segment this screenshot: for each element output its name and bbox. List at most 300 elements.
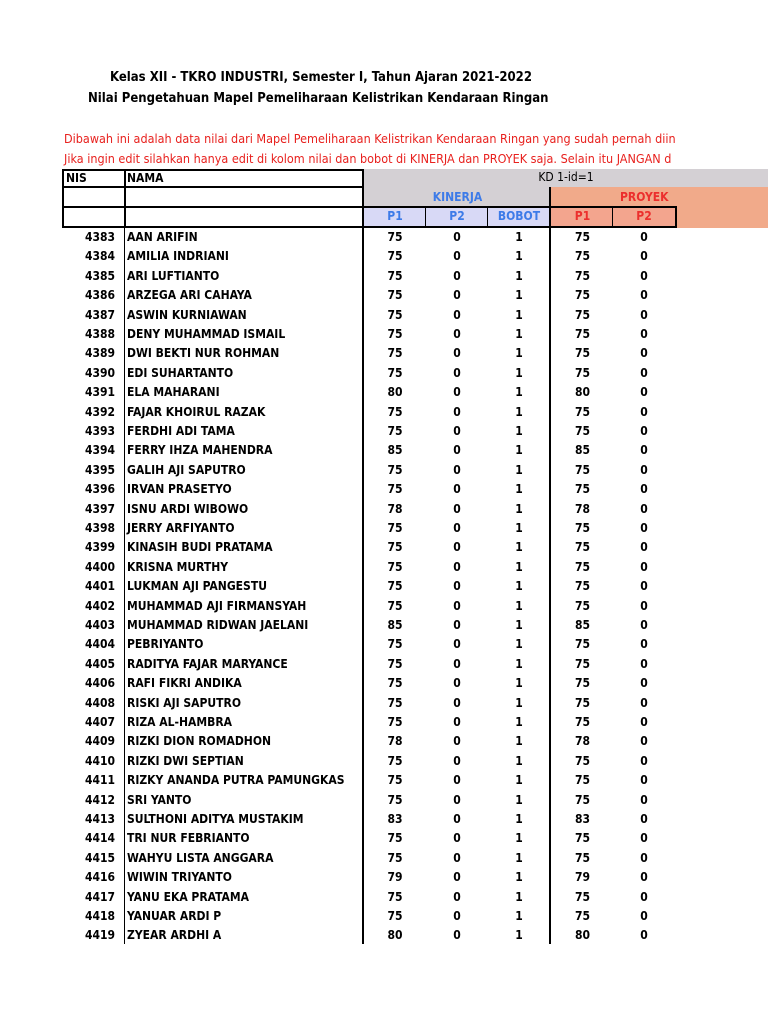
cell-kinerja-p1[interactable]: 75 <box>387 792 403 807</box>
cell-kinerja-p2[interactable]: 0 <box>453 424 461 438</box>
cell-kinerja-p1[interactable]: 75 <box>387 424 403 438</box>
cell-kinerja-bobot[interactable]: 1 <box>515 579 523 594</box>
cell-nis[interactable]: 4390 <box>84 365 115 380</box>
cell-proyek-p2[interactable]: 0 <box>640 715 648 729</box>
cell-kinerja-p2[interactable]: 0 <box>453 598 461 613</box>
cell-proyek-p2[interactable]: 0 <box>640 792 648 807</box>
table-row[interactable] <box>0 228 768 247</box>
cell-nis[interactable]: 4403 <box>84 618 115 632</box>
cell-kinerja-bobot[interactable]: 1 <box>515 715 523 729</box>
cell-kinerja-p1[interactable]: 75 <box>387 327 403 341</box>
cell-kinerja-p2[interactable]: 0 <box>453 385 461 400</box>
cell-nama[interactable]: RAFI FIKRI ANDIKA <box>127 676 242 691</box>
cell-proyek-p1[interactable]: 75 <box>574 249 591 264</box>
cell-proyek-p1[interactable]: 75 <box>574 346 591 361</box>
cell-nama[interactable]: DENY MUHAMMAD ISMAIL <box>127 327 286 341</box>
cell-kinerja-p2[interactable]: 0 <box>453 812 461 826</box>
cell-proyek-p1[interactable]: 75 <box>574 288 591 303</box>
cell-nis[interactable]: 4417 <box>84 889 115 904</box>
cell-proyek-p2[interactable]: 0 <box>640 443 648 458</box>
cell-nis[interactable]: 4407 <box>84 715 115 729</box>
cell-nis[interactable]: 4402 <box>84 598 115 613</box>
cell-kinerja-p1[interactable]: 85 <box>387 443 403 458</box>
cell-kinerja-p1[interactable]: 75 <box>387 482 403 497</box>
cell-kinerja-p2[interactable]: 0 <box>453 307 461 322</box>
table-row[interactable] <box>0 829 768 848</box>
cell-kinerja-p2[interactable]: 0 <box>453 753 461 768</box>
cell-proyek-p2[interactable]: 0 <box>640 307 648 322</box>
cell-kinerja-p1[interactable]: 75 <box>387 831 403 846</box>
cell-proyek-p2[interactable]: 0 <box>640 521 648 535</box>
cell-kinerja-p1[interactable]: 75 <box>387 676 403 691</box>
cell-kinerja-p1[interactable]: 75 <box>387 715 403 729</box>
cell-nis[interactable]: 4411 <box>84 773 115 788</box>
table-row[interactable] <box>0 267 768 286</box>
table-row[interactable] <box>0 403 768 422</box>
cell-proyek-p2[interactable]: 0 <box>640 850 648 865</box>
cell-nis[interactable]: 4387 <box>84 307 115 322</box>
cell-proyek-p1[interactable]: 75 <box>574 656 591 671</box>
cell-kinerja-p1[interactable]: 75 <box>387 695 403 710</box>
col-header-kinerja-bobot: BOBOT <box>497 209 541 223</box>
cell-nis[interactable]: 4396 <box>84 482 115 497</box>
cell-nis[interactable]: 4416 <box>84 870 115 885</box>
cell-proyek-p1[interactable]: 75 <box>574 230 591 244</box>
cell-nama[interactable]: DWI BEKTI NUR ROHMAN <box>127 346 280 361</box>
cell-kinerja-bobot[interactable]: 1 <box>515 909 523 923</box>
cell-kinerja-bobot[interactable]: 1 <box>515 288 523 303</box>
table-row[interactable] <box>0 752 768 771</box>
cell-proyek-p2[interactable]: 0 <box>640 870 648 885</box>
cell-kinerja-bobot[interactable]: 1 <box>515 327 523 341</box>
cell-kinerja-p1[interactable]: 75 <box>387 637 403 652</box>
cell-proyek-p2[interactable]: 0 <box>640 637 648 652</box>
cell-kinerja-p2[interactable]: 0 <box>453 656 461 671</box>
cell-nis[interactable]: 4415 <box>84 850 115 865</box>
cell-kinerja-p1[interactable]: 75 <box>387 249 403 264</box>
cell-proyek-p1[interactable]: 79 <box>574 870 591 885</box>
table-row[interactable] <box>0 480 768 499</box>
table-row[interactable] <box>0 694 768 713</box>
cell-nama[interactable]: KINASIH BUDI PRATAMA <box>127 540 273 555</box>
cell-kinerja-p1[interactable]: 75 <box>387 889 403 904</box>
cell-kinerja-p2[interactable]: 0 <box>453 734 461 749</box>
cell-proyek-p1[interactable]: 75 <box>574 365 591 380</box>
table-row[interactable] <box>0 926 768 945</box>
cell-kinerja-p1[interactable]: 75 <box>387 288 403 303</box>
cell-nama[interactable]: RIZA AL-HAMBRA <box>127 715 233 729</box>
cell-proyek-p2[interactable]: 0 <box>640 385 648 400</box>
cell-kinerja-bobot[interactable]: 1 <box>515 656 523 671</box>
cell-kinerja-p2[interactable]: 0 <box>453 889 461 904</box>
cell-nama[interactable]: LUKMAN AJI PANGESTU <box>127 579 267 594</box>
cell-kinerja-p1[interactable]: 75 <box>387 346 403 361</box>
header-vline-right <box>675 207 677 228</box>
cell-kinerja-p2[interactable]: 0 <box>453 618 461 632</box>
cell-kinerja-bobot[interactable]: 1 <box>515 385 523 400</box>
cell-kinerja-p2[interactable]: 0 <box>453 831 461 846</box>
table-row[interactable] <box>0 771 768 790</box>
cell-proyek-p1[interactable]: 75 <box>574 676 591 691</box>
cell-nis[interactable]: 4412 <box>84 792 115 807</box>
cell-nis[interactable]: 4398 <box>84 521 115 535</box>
cell-kinerja-bobot[interactable]: 1 <box>515 501 523 516</box>
table-row[interactable] <box>0 500 768 519</box>
cell-kinerja-p2[interactable]: 0 <box>453 482 461 497</box>
cell-kinerja-bobot[interactable]: 1 <box>515 773 523 788</box>
cell-proyek-p1[interactable]: 75 <box>574 424 591 438</box>
cell-proyek-p1[interactable]: 80 <box>574 928 591 943</box>
cell-nama[interactable]: YANU EKA PRATAMA <box>127 889 249 904</box>
table-row[interactable] <box>0 306 768 325</box>
cell-nis[interactable]: 4383 <box>84 230 115 244</box>
cell-nis[interactable]: 4400 <box>84 559 115 574</box>
cell-kinerja-p1[interactable]: 83 <box>387 812 403 826</box>
cell-nama[interactable]: GALIH AJI SAPUTRO <box>127 462 246 477</box>
cell-kinerja-p2[interactable]: 0 <box>453 346 461 361</box>
cell-kinerja-p1[interactable]: 80 <box>387 385 403 400</box>
cell-proyek-p2[interactable]: 0 <box>640 831 648 846</box>
cell-kinerja-bobot[interactable]: 1 <box>515 346 523 361</box>
cell-kinerja-bobot[interactable]: 1 <box>515 734 523 749</box>
cell-kinerja-bobot[interactable]: 1 <box>515 889 523 904</box>
cell-proyek-p1[interactable]: 75 <box>574 598 591 613</box>
cell-nama[interactable]: MUHAMMAD RIDWAN JAELANI <box>127 618 309 632</box>
cell-proyek-p2[interactable]: 0 <box>640 753 648 768</box>
cell-proyek-p1[interactable]: 75 <box>574 909 591 923</box>
cell-kinerja-p2[interactable]: 0 <box>453 230 461 244</box>
cell-proyek-p1[interactable]: 75 <box>574 637 591 652</box>
cell-proyek-p2[interactable]: 0 <box>640 462 648 477</box>
cell-nis[interactable]: 4409 <box>84 734 115 749</box>
table-row[interactable] <box>0 674 768 693</box>
cell-nama[interactable]: SULTHONI ADITYA MUSTAKIM <box>127 812 304 826</box>
cell-kinerja-bobot[interactable]: 1 <box>515 598 523 613</box>
cell-kinerja-p1[interactable]: 75 <box>387 540 403 555</box>
cell-nama[interactable]: YANUAR ARDI P <box>127 909 222 923</box>
cell-proyek-p1[interactable]: 75 <box>574 889 591 904</box>
cell-nis[interactable]: 4397 <box>84 501 115 516</box>
cell-kinerja-p1[interactable]: 80 <box>387 928 403 943</box>
table-row[interactable] <box>0 422 768 441</box>
cell-nis[interactable]: 4391 <box>84 385 115 400</box>
cell-proyek-p1[interactable]: 75 <box>574 559 591 574</box>
cell-nama[interactable]: FERDHI ADI TAMA <box>127 424 235 438</box>
table-row[interactable] <box>0 364 768 383</box>
cell-nama[interactable]: AMILIA INDRIANI <box>127 249 229 264</box>
cell-nis[interactable]: 4405 <box>84 656 115 671</box>
cell-kinerja-bobot[interactable]: 1 <box>515 812 523 826</box>
cell-nama[interactable]: ARI LUFTIANTO <box>127 268 220 283</box>
cell-proyek-p1[interactable]: 75 <box>574 792 591 807</box>
cell-nis[interactable]: 4401 <box>84 579 115 594</box>
table-row[interactable] <box>0 713 768 732</box>
cell-kinerja-p2[interactable]: 0 <box>453 268 461 283</box>
cell-kinerja-p1[interactable]: 78 <box>387 501 403 516</box>
cell-nama[interactable]: JERRY ARFIYANTO <box>127 521 235 535</box>
cell-kinerja-p1[interactable]: 75 <box>387 850 403 865</box>
cell-nis[interactable]: 4395 <box>84 462 115 477</box>
cell-proyek-p1[interactable]: 75 <box>574 327 591 341</box>
cell-proyek-p2[interactable]: 0 <box>640 676 648 691</box>
cell-kinerja-p2[interactable]: 0 <box>453 909 461 923</box>
cell-kinerja-p1[interactable]: 75 <box>387 773 403 788</box>
cell-kinerja-bobot[interactable]: 1 <box>515 618 523 632</box>
cell-nis[interactable]: 4384 <box>84 249 115 264</box>
cell-proyek-p1[interactable]: 78 <box>574 734 591 749</box>
cell-kinerja-p2[interactable]: 0 <box>453 249 461 264</box>
cell-nama[interactable]: PEBRIYANTO <box>127 637 204 652</box>
cell-kinerja-bobot[interactable]: 1 <box>515 230 523 244</box>
cell-kinerja-p2[interactable]: 0 <box>453 850 461 865</box>
cell-kinerja-p1[interactable]: 75 <box>387 365 403 380</box>
cell-kinerja-bobot[interactable]: 1 <box>515 268 523 283</box>
cell-nama[interactable]: TRI NUR FEBRIANTO <box>127 831 250 846</box>
cell-proyek-p2[interactable]: 0 <box>640 404 648 419</box>
table-row[interactable] <box>0 538 768 557</box>
header-vline-nama <box>124 169 126 228</box>
cell-proyek-p2[interactable]: 0 <box>640 889 648 904</box>
cell-kinerja-p2[interactable]: 0 <box>453 462 461 477</box>
cell-kinerja-p1[interactable]: 75 <box>387 462 403 477</box>
cell-kinerja-bobot[interactable]: 1 <box>515 365 523 380</box>
cell-proyek-p2[interactable]: 0 <box>640 928 648 943</box>
cell-nama[interactable]: KRISNA MURTHY <box>127 559 229 574</box>
cell-proyek-p1[interactable]: 75 <box>574 753 591 768</box>
cell-nis[interactable]: 4406 <box>84 676 115 691</box>
cell-kinerja-bobot[interactable]: 1 <box>515 559 523 574</box>
cell-proyek-p2[interactable]: 0 <box>640 268 648 283</box>
cell-nama[interactable]: MUHAMMAD AJI FIRMANSYAH <box>127 598 307 613</box>
cell-proyek-p2[interactable]: 0 <box>640 773 648 788</box>
cell-kinerja-bobot[interactable]: 1 <box>515 870 523 885</box>
cell-nama[interactable]: FAJAR KHOIRUL RAZAK <box>127 404 266 419</box>
table-row[interactable] <box>0 635 768 654</box>
table-row[interactable] <box>0 441 768 460</box>
cell-proyek-p2[interactable]: 0 <box>640 909 648 923</box>
cell-nama[interactable]: ELA MAHARANI <box>127 385 220 400</box>
cell-kinerja-p2[interactable]: 0 <box>453 792 461 807</box>
cell-kinerja-p1[interactable]: 78 <box>387 734 403 749</box>
table-row[interactable] <box>0 732 768 751</box>
cell-nis[interactable]: 4394 <box>84 443 115 458</box>
cell-proyek-p2[interactable]: 0 <box>640 230 648 244</box>
cell-kinerja-p2[interactable]: 0 <box>453 715 461 729</box>
cell-nis[interactable]: 4386 <box>84 288 115 303</box>
cell-proyek-p1[interactable]: 75 <box>574 307 591 322</box>
cell-proyek-p1[interactable]: 85 <box>574 618 591 632</box>
cell-kinerja-p1[interactable]: 75 <box>387 909 403 923</box>
cell-proyek-p1[interactable]: 75 <box>574 268 591 283</box>
table-row[interactable] <box>0 888 768 907</box>
cell-proyek-p2[interactable]: 0 <box>640 346 648 361</box>
cell-kinerja-bobot[interactable]: 1 <box>515 540 523 555</box>
cell-kinerja-bobot[interactable]: 1 <box>515 792 523 807</box>
table-row[interactable] <box>0 849 768 868</box>
cell-kinerja-p1[interactable]: 75 <box>387 598 403 613</box>
cell-kinerja-bobot[interactable]: 1 <box>515 404 523 419</box>
cell-nis[interactable]: 4408 <box>84 695 115 710</box>
cell-kinerja-p2[interactable]: 0 <box>453 870 461 885</box>
cell-nama[interactable]: IRVAN PRASETYO <box>127 482 232 497</box>
cell-nama[interactable]: EDI SUHARTANTO <box>127 365 234 380</box>
cell-nama[interactable]: RIZKI DION ROMADHON <box>127 734 272 749</box>
cell-kinerja-bobot[interactable]: 1 <box>515 928 523 943</box>
table-row[interactable] <box>0 655 768 674</box>
cell-proyek-p1[interactable]: 75 <box>574 579 591 594</box>
cell-kinerja-bobot[interactable]: 1 <box>515 850 523 865</box>
cell-nis[interactable]: 4388 <box>84 327 115 341</box>
cell-nama[interactable]: WIWIN TRIYANTO <box>127 870 232 885</box>
cell-proyek-p2[interactable]: 0 <box>640 559 648 574</box>
cell-nis[interactable]: 4392 <box>84 404 115 419</box>
cell-proyek-p1[interactable]: 75 <box>574 695 591 710</box>
cell-nis[interactable]: 4414 <box>84 831 115 846</box>
cell-nis[interactable]: 4404 <box>84 637 115 652</box>
cell-proyek-p1[interactable]: 75 <box>574 521 591 535</box>
cell-proyek-p1[interactable]: 75 <box>574 462 591 477</box>
col-header-proyek-p1: P1 <box>574 209 591 223</box>
cell-kinerja-p1[interactable]: 79 <box>387 870 403 885</box>
table-row[interactable] <box>0 383 768 402</box>
cell-proyek-p1[interactable]: 78 <box>574 501 591 516</box>
cell-nama[interactable]: AAN ARIFIN <box>127 230 198 244</box>
cell-kinerja-p2[interactable]: 0 <box>453 637 461 652</box>
cell-kinerja-bobot[interactable]: 1 <box>515 249 523 264</box>
cell-nama[interactable]: FERRY IHZA MAHENDRA <box>127 443 273 458</box>
cell-proyek-p1[interactable]: 75 <box>574 482 591 497</box>
cell-nama[interactable]: RADITYA FAJAR MARYANCE <box>127 656 288 671</box>
cell-kinerja-p2[interactable]: 0 <box>453 521 461 535</box>
cell-kinerja-p1[interactable]: 75 <box>387 268 403 283</box>
cell-kinerja-bobot[interactable]: 1 <box>515 443 523 458</box>
cell-proyek-p1[interactable]: 75 <box>574 715 591 729</box>
cell-kinerja-bobot[interactable]: 1 <box>515 831 523 846</box>
cell-proyek-p1[interactable]: 75 <box>574 773 591 788</box>
cell-kinerja-p1[interactable]: 75 <box>387 307 403 322</box>
cell-kinerja-p2[interactable]: 0 <box>453 559 461 574</box>
cell-kinerja-p2[interactable]: 0 <box>453 695 461 710</box>
cell-nis[interactable]: 4418 <box>84 909 115 923</box>
cell-kinerja-p2[interactable]: 0 <box>453 676 461 691</box>
cell-kinerja-p2[interactable]: 0 <box>453 288 461 303</box>
cell-kinerja-p1[interactable]: 75 <box>387 404 403 419</box>
cell-nis[interactable]: 4393 <box>84 424 115 438</box>
cell-kinerja-p1[interactable]: 75 <box>387 656 403 671</box>
cell-proyek-p2[interactable]: 0 <box>640 598 648 613</box>
cell-nama[interactable]: ZYEAR ARDHI A <box>127 928 222 943</box>
cell-kinerja-p2[interactable]: 0 <box>453 579 461 594</box>
cell-kinerja-p1[interactable]: 75 <box>387 579 403 594</box>
cell-nis[interactable]: 4410 <box>84 753 115 768</box>
cell-kinerja-p2[interactable]: 0 <box>453 365 461 380</box>
cell-nama[interactable]: ISNU ARDI WIBOWO <box>127 501 249 516</box>
cell-proyek-p2[interactable]: 0 <box>640 365 648 380</box>
table-row[interactable] <box>0 791 768 810</box>
cell-kinerja-bobot[interactable]: 1 <box>515 521 523 535</box>
cell-kinerja-p2[interactable]: 0 <box>453 501 461 516</box>
cell-kinerja-p1[interactable]: 75 <box>387 753 403 768</box>
cell-kinerja-p1[interactable]: 75 <box>387 230 403 244</box>
cell-proyek-p1[interactable]: 83 <box>574 812 591 826</box>
cell-proyek-p2[interactable]: 0 <box>640 695 648 710</box>
cell-kinerja-bobot[interactable]: 1 <box>515 695 523 710</box>
cell-proyek-p2[interactable]: 0 <box>640 734 648 749</box>
table-row[interactable] <box>0 868 768 887</box>
cell-nis[interactable]: 4389 <box>84 346 115 361</box>
cell-kinerja-bobot[interactable]: 1 <box>515 637 523 652</box>
table-row[interactable] <box>0 286 768 305</box>
cell-kinerja-bobot[interactable]: 1 <box>515 462 523 477</box>
cell-nis[interactable]: 4385 <box>84 268 115 283</box>
cell-kinerja-bobot[interactable]: 1 <box>515 482 523 497</box>
table-row[interactable] <box>0 577 768 596</box>
cell-proyek-p1[interactable]: 75 <box>574 540 591 555</box>
cell-kinerja-p2[interactable]: 0 <box>453 540 461 555</box>
table-row[interactable] <box>0 810 768 829</box>
cell-proyek-p1[interactable]: 85 <box>574 443 591 458</box>
cell-nis[interactable]: 4413 <box>84 812 115 826</box>
cell-kinerja-p1[interactable]: 75 <box>387 521 403 535</box>
cell-proyek-p2[interactable]: 0 <box>640 327 648 341</box>
cell-proyek-p2[interactable]: 0 <box>640 482 648 497</box>
table-row[interactable] <box>0 325 768 344</box>
cell-kinerja-p1[interactable]: 85 <box>387 618 403 632</box>
cell-proyek-p1[interactable]: 75 <box>574 404 591 419</box>
cell-kinerja-p2[interactable]: 0 <box>453 404 461 419</box>
cell-kinerja-p2[interactable]: 0 <box>453 773 461 788</box>
table-row[interactable] <box>0 616 768 635</box>
table-row[interactable] <box>0 519 768 538</box>
cell-nis[interactable]: 4419 <box>84 928 115 943</box>
cell-kinerja-bobot[interactable]: 1 <box>515 307 523 322</box>
cell-nama[interactable]: ASWIN KURNIAWAN <box>127 307 247 322</box>
cell-nis[interactable]: 4399 <box>84 540 115 555</box>
table-row[interactable] <box>0 597 768 616</box>
cell-proyek-p2[interactable]: 0 <box>640 540 648 555</box>
cell-nama[interactable]: ARZEGA ARI CAHAYA <box>127 288 252 303</box>
cell-kinerja-p2[interactable]: 0 <box>453 443 461 458</box>
cell-proyek-p2[interactable]: 0 <box>640 501 648 516</box>
cell-nama[interactable]: SRI YANTO <box>127 792 192 807</box>
table-row[interactable] <box>0 558 768 577</box>
cell-kinerja-bobot[interactable]: 1 <box>515 753 523 768</box>
cell-kinerja-bobot[interactable]: 1 <box>515 424 523 438</box>
cell-proyek-p2[interactable]: 0 <box>640 618 648 632</box>
cell-nama[interactable]: RISKI AJI SAPUTRO <box>127 695 242 710</box>
table-row[interactable] <box>0 344 768 363</box>
table-row[interactable] <box>0 247 768 266</box>
cell-kinerja-p2[interactable]: 0 <box>453 327 461 341</box>
cell-proyek-p2[interactable]: 0 <box>640 424 648 438</box>
cell-kinerja-p2[interactable]: 0 <box>453 928 461 943</box>
cell-nama[interactable]: RIZKY ANANDA PUTRA PAMUNGKAS <box>127 773 345 788</box>
cell-proyek-p2[interactable]: 0 <box>640 656 648 671</box>
cell-proyek-p1[interactable]: 75 <box>574 831 591 846</box>
cell-proyek-p1[interactable]: 75 <box>574 850 591 865</box>
cell-nama[interactable]: WAHYU LISTA ANGGARA <box>127 850 274 865</box>
table-row[interactable] <box>0 907 768 926</box>
cell-nama[interactable]: RIZKI DWI SEPTIAN <box>127 753 244 768</box>
table-row[interactable] <box>0 461 768 480</box>
cell-proyek-p1[interactable]: 80 <box>574 385 591 400</box>
cell-kinerja-bobot[interactable]: 1 <box>515 676 523 691</box>
cell-proyek-p2[interactable]: 0 <box>640 579 648 594</box>
cell-kinerja-p1[interactable]: 75 <box>387 559 403 574</box>
cell-proyek-p2[interactable]: 0 <box>640 288 648 303</box>
cell-proyek-p2[interactable]: 0 <box>640 812 648 826</box>
cell-proyek-p2[interactable]: 0 <box>640 249 648 264</box>
